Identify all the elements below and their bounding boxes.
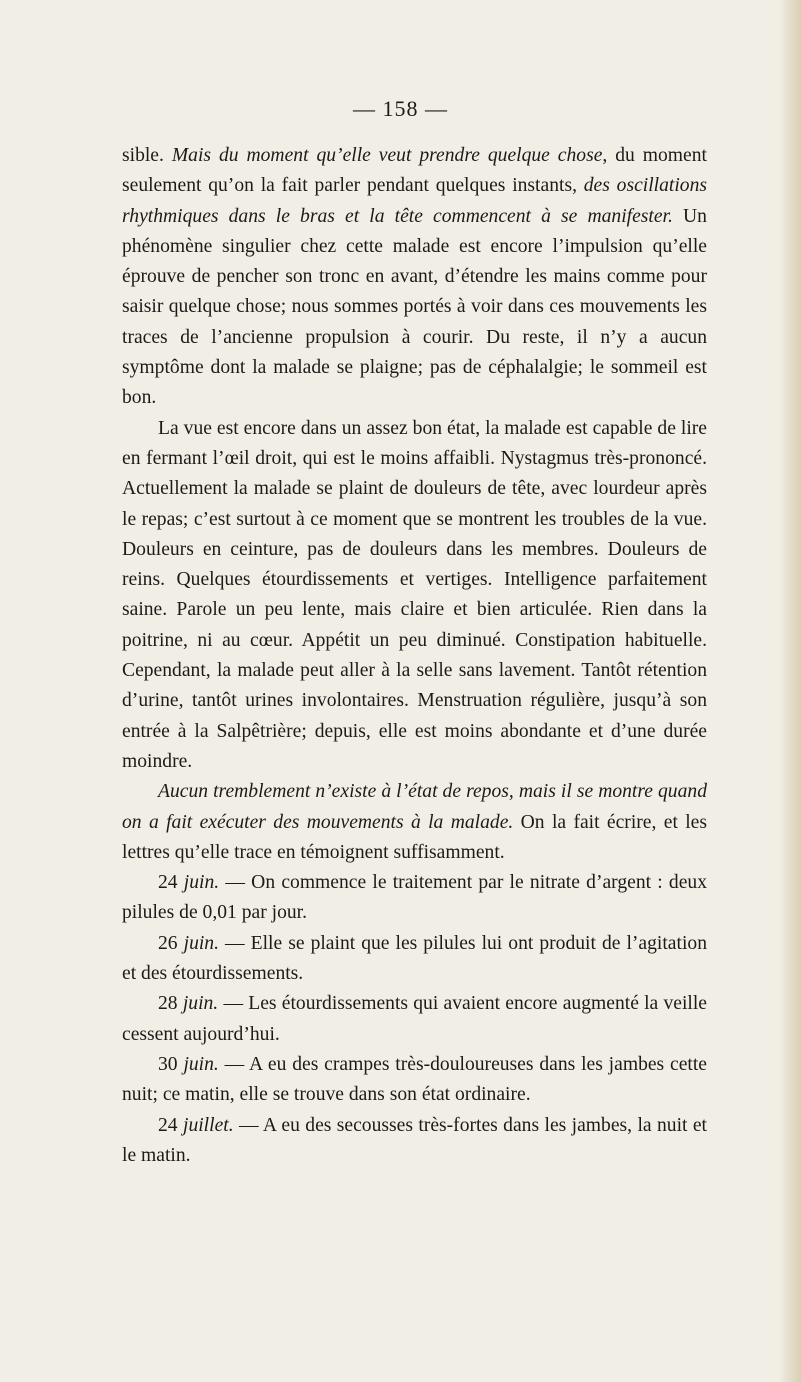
text-run: — Elle se plaint que les pilules lui ont produit de l’agitation et des étourdissements. [122, 932, 707, 985]
paragraph [122, 989, 707, 1050]
text-run: — Les étourdissements qui avaient encore augmenté la veille cessent aujourd’hui. [122, 993, 707, 1045]
text-run: Un phénomène singulier chez cette malade est encore l’impulsion qu’elle éprouve de pencher son tronc en avant, d’étendre les mains comme pour saisir quelque chose; nous sommes portés à voir dans ces mouvements les traces de l’ancienne propulsion à courir. Du reste, il n’y a aucun symptôme dont la malade se plaigne; pas de céphalalgie; le sommeil est bon. [122, 205, 707, 409]
page-number: — 158 — [353, 96, 448, 121]
text-run: La vue est encore dans un assez bon état, la malade est capable de lire en fermant l’œil droit, qui est le moins affaibli. Nystagmus très-prononcé. Actuellement la malade se plaint de douleurs de tête, avec lourdeur après le repas; c’est surtout à ce moment que se montrent les troubles de la vue. Douleurs en ceinture, pas de douleurs dans les membres. Douleurs de reins. Quelques étourdissements et vertiges. Intelligence parfaitement saine. Parole un peu lente, mais claire et bien articulée. Rien dans la poitrine, ni au cœur. Appétit un peu diminué. Constipation habituelle. Cependant, la malade peut aller à la selle sans lavement. Tantôt rétention d’urine, tantôt urines involontaires. Menstruation régulière, jusqu’à son entrée à la Salpêtrière; depuis, elle est moins abondante et d’une durée moindre. [122, 417, 707, 772]
paragraph [122, 1111, 707, 1172]
paragraph [122, 414, 707, 778]
italic-run: juillet. [183, 1114, 234, 1136]
text-run: — A eu des secousses très-fortes dans les jambes, la nuit et le matin. [122, 1114, 707, 1166]
text-run: 24 [158, 872, 184, 894]
paragraph [122, 1050, 707, 1111]
text-run: 28 [158, 993, 183, 1015]
text-run: — On commence le traitement par le nitrate d’argent : deux pilules de 0,01 par jour. [122, 872, 707, 924]
italic-run: Mais du moment qu’elle veut prendre quelque chose [171, 145, 603, 166]
italic-run: Aucun tremblement n’existe à l’état de repos, mais il se montre quand on a fait exécuter des mouvements à la malade. [122, 781, 707, 833]
text-run: 24 [158, 1114, 183, 1136]
paragraph [122, 929, 707, 990]
text-run: sible. [122, 145, 172, 166]
paragraph [122, 868, 707, 929]
text-run: 30 [158, 1053, 184, 1075]
italic-run: juin. [183, 932, 220, 954]
italic-run: juin. [183, 1053, 219, 1075]
italic-run: juin. [183, 872, 220, 894]
body-text [122, 141, 707, 1171]
italic-run: des oscillations rhythmiques dans le bras et la tête commencent à se manifester. [122, 175, 707, 227]
page-edge [779, 0, 801, 1382]
paragraph [122, 777, 707, 868]
italic-run: juin. [182, 993, 219, 1015]
text-run: On la fait écrire, et les lettres qu’elle trace en témoignent suffisamment. [122, 811, 708, 863]
paragraph [122, 141, 707, 414]
text-run: — A eu des crampes très-douloureuses dans les jambes cette nuit; ce matin, elle se trouve dans son état ordinaire. [122, 1053, 707, 1106]
text-run: 26 [158, 932, 184, 954]
text-run: , du moment seulement qu’on la fait parler pendant quelques instants, [122, 145, 707, 197]
